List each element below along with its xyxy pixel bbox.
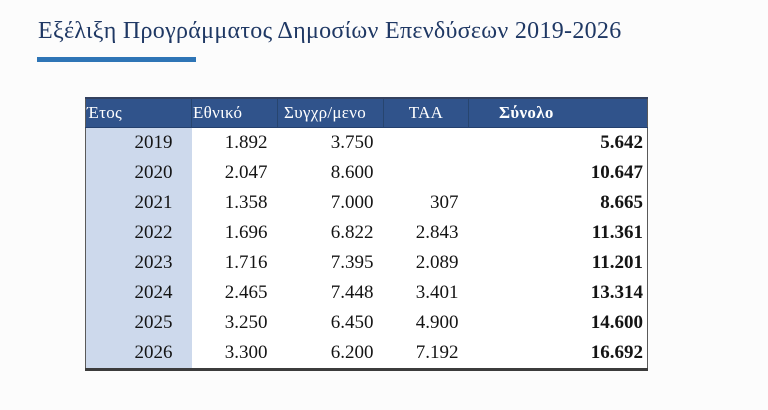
table-row (86, 128, 648, 159)
table-row (86, 338, 648, 370)
table-header-row (86, 98, 648, 128)
table-row (86, 278, 648, 308)
taa-cell: 2.843 (384, 218, 469, 248)
ethniko-cell: 3.300 (192, 338, 278, 370)
ethniko-cell: 3.250 (192, 308, 278, 338)
ethniko-cell: 2.465 (192, 278, 278, 308)
sygxr-cell: 3.750 (278, 128, 384, 159)
sygxr-cell: 6.822 (278, 218, 384, 248)
table-row (86, 308, 648, 338)
synolo-cell: 11.361 (469, 218, 648, 248)
header-taa: ΤΑΑ (384, 98, 469, 128)
title-underline-bar (37, 57, 196, 62)
table-row (86, 218, 648, 248)
sygxr-cell: 8.600 (278, 158, 384, 188)
table-row (86, 188, 648, 218)
year-cell: 2023 (86, 248, 192, 278)
synolo-cell: 10.647 (469, 158, 648, 188)
synolo-cell: 8.665 (469, 188, 648, 218)
sygxr-cell: 7.395 (278, 248, 384, 278)
ethniko-cell: 1.696 (192, 218, 278, 248)
public-investment-table (85, 97, 648, 371)
synolo-cell: 11.201 (469, 248, 648, 278)
year-cell: 2019 (86, 128, 192, 159)
year-cell: 2022 (86, 218, 192, 248)
table-row (86, 248, 648, 278)
taa-cell: 4.900 (384, 308, 469, 338)
taa-cell (384, 128, 469, 159)
ethniko-cell: 1.892 (192, 128, 278, 159)
header-etos: Έτος (86, 98, 192, 128)
synolo-cell: 5.642 (469, 128, 648, 159)
taa-cell: 7.192 (384, 338, 469, 370)
synolo-cell: 13.314 (469, 278, 648, 308)
header-sygxrimatodotoumeno: Συγχρ/μενο (278, 98, 384, 128)
year-cell: 2025 (86, 308, 192, 338)
slide-title: Εξέλιξη Προγράμματος Δημοσίων Επενδύσεων 2019-2026 (38, 18, 622, 44)
synolo-cell: 14.600 (469, 308, 648, 338)
sygxr-cell: 7.448 (278, 278, 384, 308)
year-cell: 2024 (86, 278, 192, 308)
taa-cell: 2.089 (384, 248, 469, 278)
year-cell: 2026 (86, 338, 192, 370)
year-cell: 2020 (86, 158, 192, 188)
sygxr-cell: 6.200 (278, 338, 384, 370)
year-cell: 2021 (86, 188, 192, 218)
ethniko-cell: 2.047 (192, 158, 278, 188)
header-synolo: Σύνολο (469, 98, 648, 128)
sygxr-cell: 7.000 (278, 188, 384, 218)
sygxr-cell: 6.450 (278, 308, 384, 338)
table-row (86, 158, 648, 188)
taa-cell (384, 158, 469, 188)
header-ethniko: Εθνικό (192, 98, 278, 128)
taa-cell: 3.401 (384, 278, 469, 308)
ethniko-cell: 1.716 (192, 248, 278, 278)
ethniko-cell: 1.358 (192, 188, 278, 218)
synolo-cell: 16.692 (469, 338, 648, 370)
taa-cell: 307 (384, 188, 469, 218)
